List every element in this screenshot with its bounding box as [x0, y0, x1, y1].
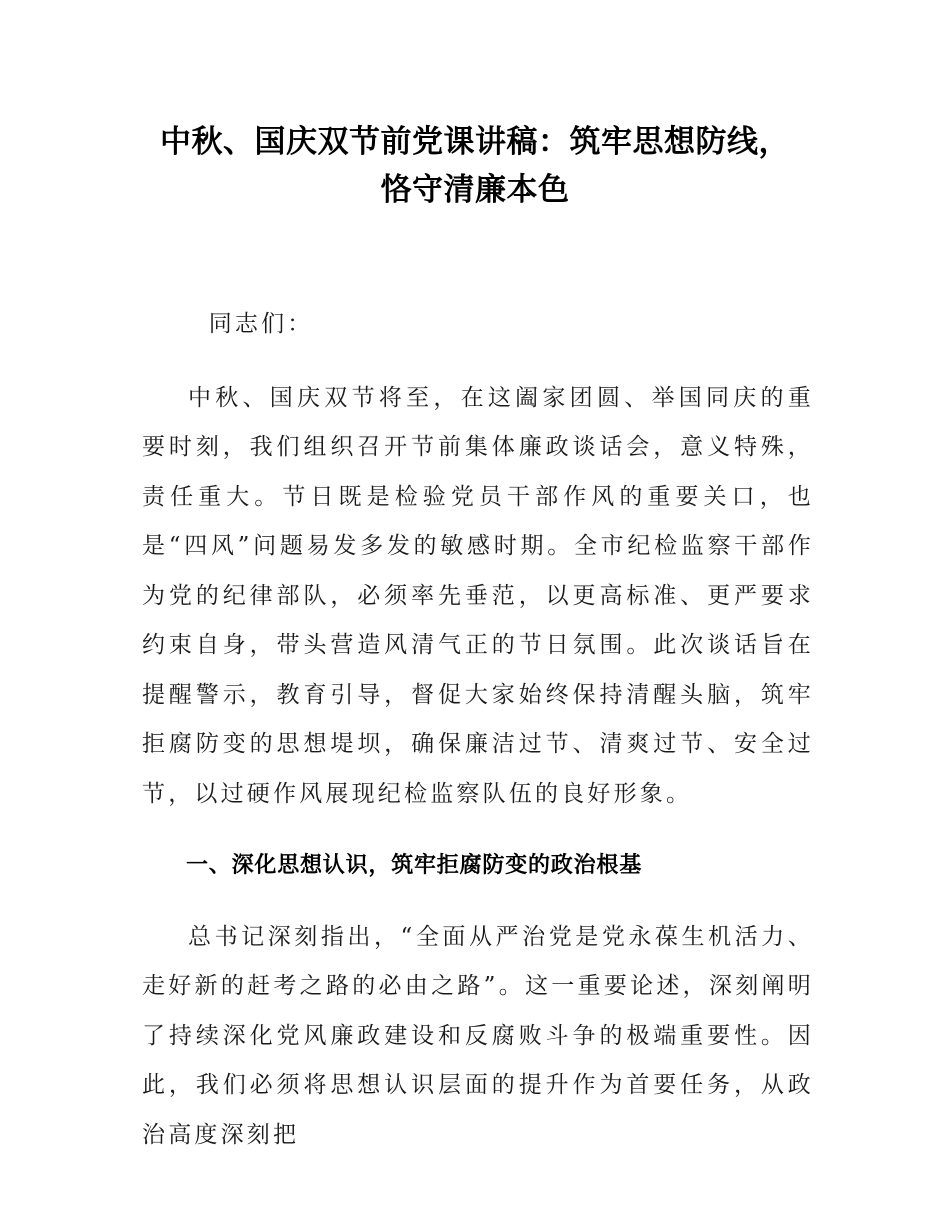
- section-heading-1: 一、深化思想认识，筑牢拒腐防变的政治根基: [186, 853, 643, 878]
- title-line-2: 恪守清廉本色: [380, 172, 570, 208]
- salutation: 同志们：: [208, 311, 314, 337]
- section-1-paragraph: 总书记深刻指出，“全面从严治党是党永葆生机活力、走好新的赶考之路的必由之路”。这一重要论述，深刻阐明了持续深化党风廉政建设和反腐败斗争的极端重要性。因此，我们必须将思想认识层面的提升作为首要任务，从政治高度深刻把: [142, 923, 814, 1148]
- title-line-1: 中秋、国庆双节前党课讲稿：筑牢思想防线，: [160, 124, 790, 160]
- document-title: [100, 118, 850, 214]
- intro-paragraph: 中秋、国庆双节将至，在这阖家团圆、举国同庆的重要时刻，我们组织召开节前集体廉政谈话会，意义特殊，责任重大。节日既是检验党员干部作风的重要关口，也是“四风”问题易发多发的敏感时期。全市纪检监察干部作为党的纪律部队，必须率先垂范，以更高标准、更严要求约束自身，带头营造风清气正的节日氛围。此次谈话旨在提醒警示，教育引导，督促大家始终保持清醒头脑，筑牢拒腐防变的思想堤坝，确保廉洁过节、清爽过节、安全过节，以过硬作风展现纪检监察队伍的良好形象。: [142, 384, 814, 807]
- document-body: [142, 300, 814, 1160]
